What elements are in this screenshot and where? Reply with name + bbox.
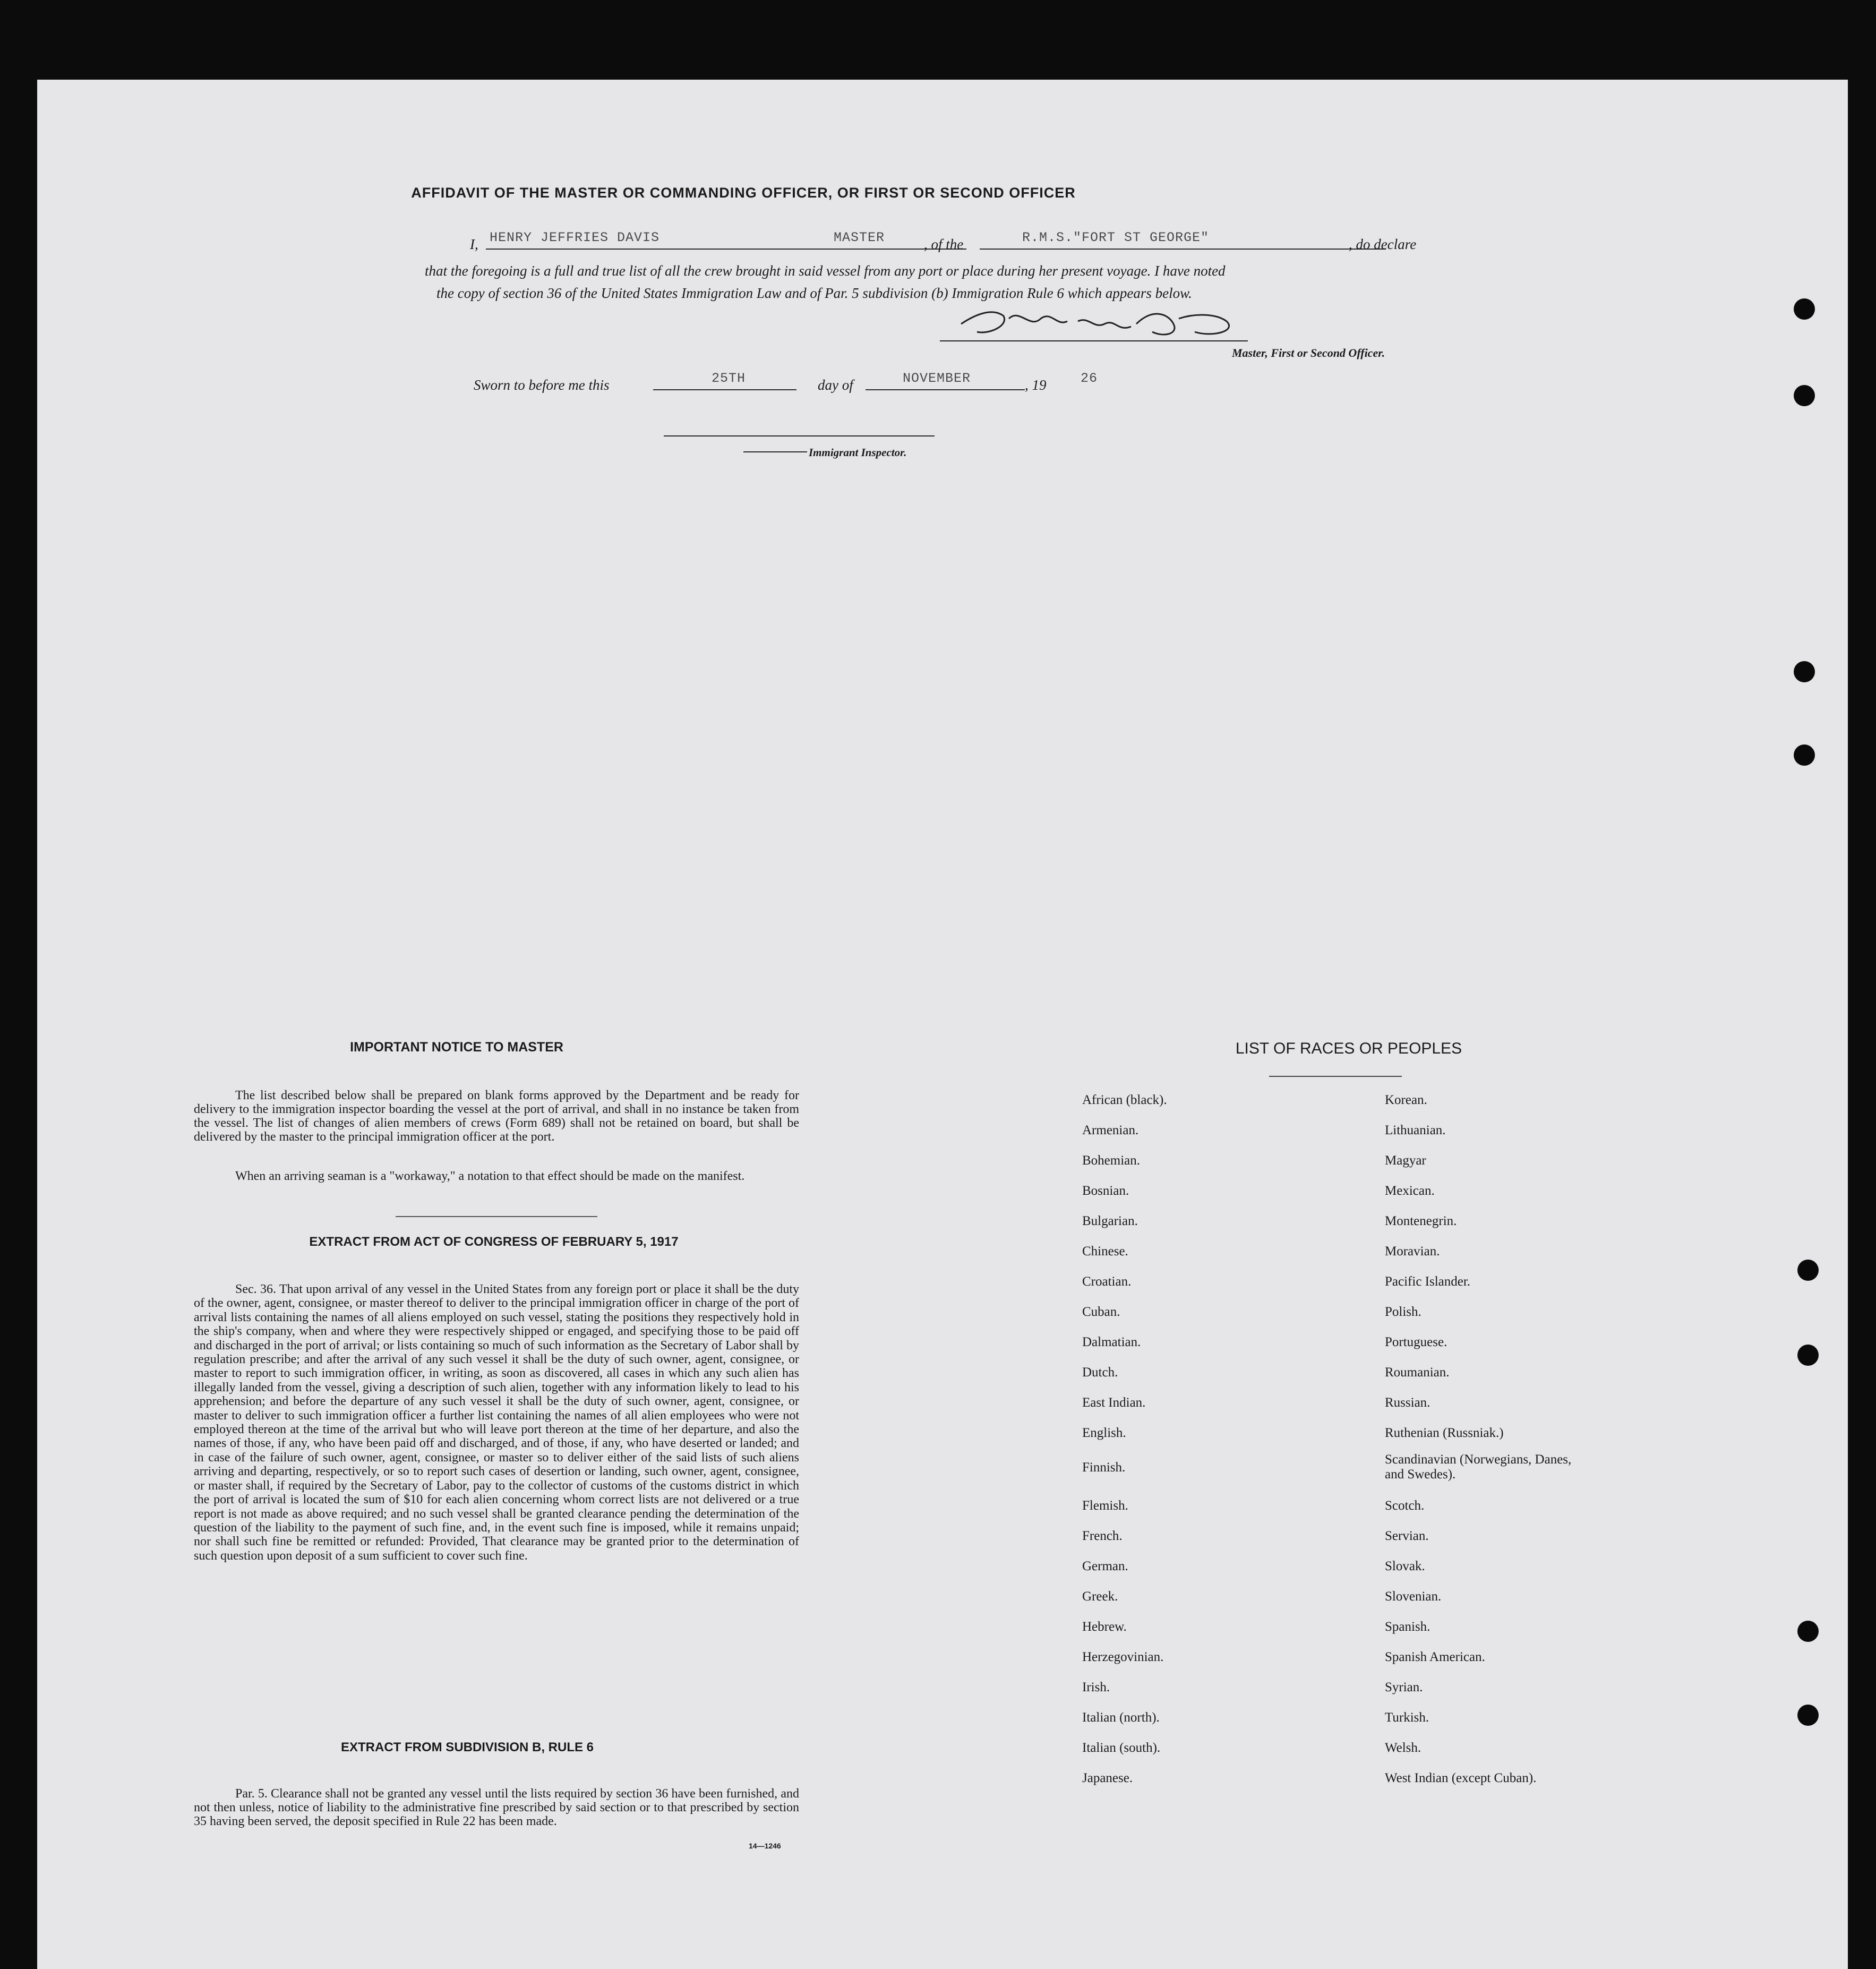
notice-paragraph-2: When an arriving seaman is a "workaway," a notation to that effect should be made on the manifest. xyxy=(235,1169,745,1183)
sworn-day-underline xyxy=(653,389,796,390)
race-item: Spanish. xyxy=(1385,1620,1430,1634)
sworn-month-field: NOVEMBER xyxy=(903,371,971,386)
race-item: Slovenian. xyxy=(1385,1589,1442,1604)
race-item: Japanese. xyxy=(1082,1771,1133,1785)
race-item: Bosnian. xyxy=(1082,1184,1129,1198)
master-signature xyxy=(929,303,1312,350)
race-item: Cuban. xyxy=(1082,1305,1120,1319)
races-divider xyxy=(1269,1076,1402,1077)
race-item: Roumanian. xyxy=(1385,1365,1450,1380)
race-item: West Indian (except Cuban). xyxy=(1385,1771,1537,1785)
race-item: Lithuanian. xyxy=(1385,1123,1446,1137)
sworn-day-field: 25TH xyxy=(712,371,746,386)
race-item: Portuguese. xyxy=(1385,1335,1447,1349)
race-item: English. xyxy=(1082,1426,1126,1440)
race-item: Slovak. xyxy=(1385,1559,1425,1573)
of-the-label: , of the xyxy=(924,236,964,252)
race-item: Montenegrin. xyxy=(1385,1214,1457,1228)
race-item: German. xyxy=(1082,1559,1128,1573)
master-name-field: HENRY JEFFRIES DAVIS xyxy=(490,230,660,245)
form-number: 14—1246 xyxy=(749,1842,781,1850)
year-field: 26 xyxy=(1081,371,1098,386)
race-item: Finnish. xyxy=(1082,1460,1126,1475)
inspector-short-line xyxy=(743,451,807,452)
race-item: Turkish. xyxy=(1385,1710,1429,1725)
punch-hole xyxy=(1797,1260,1819,1281)
race-item: Moravian. xyxy=(1385,1244,1440,1259)
race-item: Hebrew. xyxy=(1082,1620,1127,1634)
race-item: Dalmatian. xyxy=(1082,1335,1141,1349)
notice-paragraph-1: The list described below shall be prepared on blank forms approved by the Department and be ready for delivery to the immigration inspector boarding the vessel at the port of arrival, and shall in no instance be taken from the vessel. The list of changes of alien members of crews (Form 689) shall not be retained on board, but shall be delivered by the master to the principal immigration officer at the port. xyxy=(194,1089,799,1144)
vessel-underline xyxy=(980,249,1386,250)
rank-field: MASTER xyxy=(834,230,885,245)
race-item: Polish. xyxy=(1385,1305,1421,1319)
race-item: Herzegovinian. xyxy=(1082,1650,1164,1664)
act-extract-text: Sec. 36. That upon arrival of any vessel in the United States from any foreign port or place it shall be the duty of the owner, agent, consignee, or master thereof to deliver to the principal immigration officer in charge of the port of arrival lists containing the names of all aliens employed on such vessel, stating the positions they respectively hold in the ship's company, when and where they were respectively shipped or engaged, and specifying those to be paid off and discharged in the port of arrival; or lists containing so much of such information as the Secretary of Labor shall by regulation prescribe; and after the arrival of any such vessel it shall be the duty of such owner, agent, consignee, or master to report to such immigration officer, in writing, as soon as discovered, all cases in which any such alien has illegally landed from the vessel, giving a description of such alien, together with any information likely to lead to his apprehension; and before the departure of any such vessel it shall be the duty of such owner, agent, consignee, or master to deliver to such immigration officer a further list containing the names of all alien employees who were not employed thereon at the time of the arrival but who will leave port thereon at the time of her departure, and also the names of those, if any, who have been paid off and discharged, and of those, if any, who have deserted or landed; and in case of the failure of such owner, agent, consignee, or master so to deliver either of the said lists of such aliens arriving and departing, respectively, or so to report such cases of desertion or landing, such owner, agent, consignee, or master shall, if required by the Secretary of Labor, pay to the collector of customs of the customs district in which the port of arrival is located the sum of $10 for each alien concerning whom correct lists are not delivered or a true report is not made as above required; and no such vessel shall be granted clearance pending the determination of the question of the liability to the payment of such fine, and, in the event such fine is imposed, while it remains unpaid; nor shall such fine be remitted or refunded: Provided, That clearance may be granted prior to the determination of such question upon deposit of a sum sufficient to cover such fine. xyxy=(194,1282,799,1563)
race-item: Chinese. xyxy=(1082,1244,1128,1259)
race-item: Servian. xyxy=(1385,1529,1429,1543)
act-extract-title: EXTRACT FROM ACT OF CONGRESS OF FEBRUARY 5, 1917 xyxy=(309,1235,679,1249)
race-item: Ruthenian (Russniak.) xyxy=(1385,1426,1504,1440)
race-item: Croatian. xyxy=(1082,1274,1132,1289)
race-item: Magyar xyxy=(1385,1153,1426,1168)
race-item: Scotch. xyxy=(1385,1499,1425,1513)
race-item: Pacific Islander. xyxy=(1385,1274,1471,1289)
rule-extract-text: Par. 5. Clearance shall not be granted any vessel until the lists required by section 36 have been furnished, and not then unless, notice of liability to the administrative fine prescribed by said section or to that prescribed by section 35 having been served, the deposit specified in Rule 22 has been made. xyxy=(194,1787,799,1828)
race-item: Syrian. xyxy=(1385,1680,1423,1694)
master-name-underline xyxy=(486,249,966,250)
race-item: Dutch. xyxy=(1082,1365,1118,1380)
race-item: African (black). xyxy=(1082,1093,1167,1107)
punch-hole xyxy=(1797,1345,1819,1366)
race-item: Spanish American. xyxy=(1385,1650,1485,1664)
affidavit-line-3: the copy of section 36 of the United States Immigration Law and of Par. 5 subdivision (b) Immigration Rule 6 which appears below. xyxy=(436,285,1192,301)
year-prefix: , 19 xyxy=(1025,377,1047,393)
race-item: Scandinavian (Norwegians, Danes, and Swedes). xyxy=(1385,1452,1572,1482)
do-declare-label: , do declare xyxy=(1349,236,1417,252)
race-item: Irish. xyxy=(1082,1680,1110,1694)
race-item: Flemish. xyxy=(1082,1499,1128,1513)
race-item: Greek. xyxy=(1082,1589,1118,1604)
race-item: Bulgarian. xyxy=(1082,1214,1138,1228)
race-item: Armenian. xyxy=(1082,1123,1139,1137)
form-sheet xyxy=(37,80,1848,1969)
inspector-signature-line xyxy=(664,435,935,436)
race-item: Welsh. xyxy=(1385,1741,1421,1755)
race-item: French. xyxy=(1082,1529,1123,1543)
vessel-field: R.M.S."FORT ST GEORGE" xyxy=(1022,230,1210,245)
races-title: LIST OF RACES OR PEOPLES xyxy=(1235,1040,1462,1057)
affidavit-title: AFFIDAVIT OF THE MASTER OR COMMANDING OFFICER, OR FIRST OR SECOND OFFICER xyxy=(411,185,1076,201)
i-label: I, xyxy=(470,236,478,252)
affidavit-line-2: that the foregoing is a full and true list of all the crew brought in said vessel from any port or place during her present voyage. I have noted xyxy=(425,263,1226,279)
punch-hole xyxy=(1794,385,1815,406)
race-item: Italian (north). xyxy=(1082,1710,1160,1725)
rule-extract-title: EXTRACT FROM SUBDIVISION B, RULE 6 xyxy=(340,1740,594,1754)
inspector-caption: Immigrant Inspector. xyxy=(809,446,907,459)
race-item: Russian. xyxy=(1385,1396,1430,1410)
sworn-label: Sworn to before me this xyxy=(474,377,610,393)
race-item: Bohemian. xyxy=(1082,1153,1141,1168)
notice-divider xyxy=(396,1216,597,1217)
notice-title: IMPORTANT NOTICE TO MASTER xyxy=(350,1040,563,1055)
race-item: Korean. xyxy=(1385,1093,1427,1107)
signature-caption: Master, First or Second Officer. xyxy=(1232,346,1385,359)
punch-hole xyxy=(1794,298,1815,320)
race-item: East Indian. xyxy=(1082,1396,1146,1410)
punch-hole xyxy=(1794,744,1815,766)
punch-hole xyxy=(1797,1621,1819,1642)
race-item: Italian (south). xyxy=(1082,1741,1161,1755)
punch-hole xyxy=(1794,661,1815,682)
race-item: Mexican. xyxy=(1385,1184,1435,1198)
punch-hole xyxy=(1797,1705,1819,1726)
day-of-label: day of xyxy=(818,377,853,393)
sworn-month-underline xyxy=(866,389,1025,390)
